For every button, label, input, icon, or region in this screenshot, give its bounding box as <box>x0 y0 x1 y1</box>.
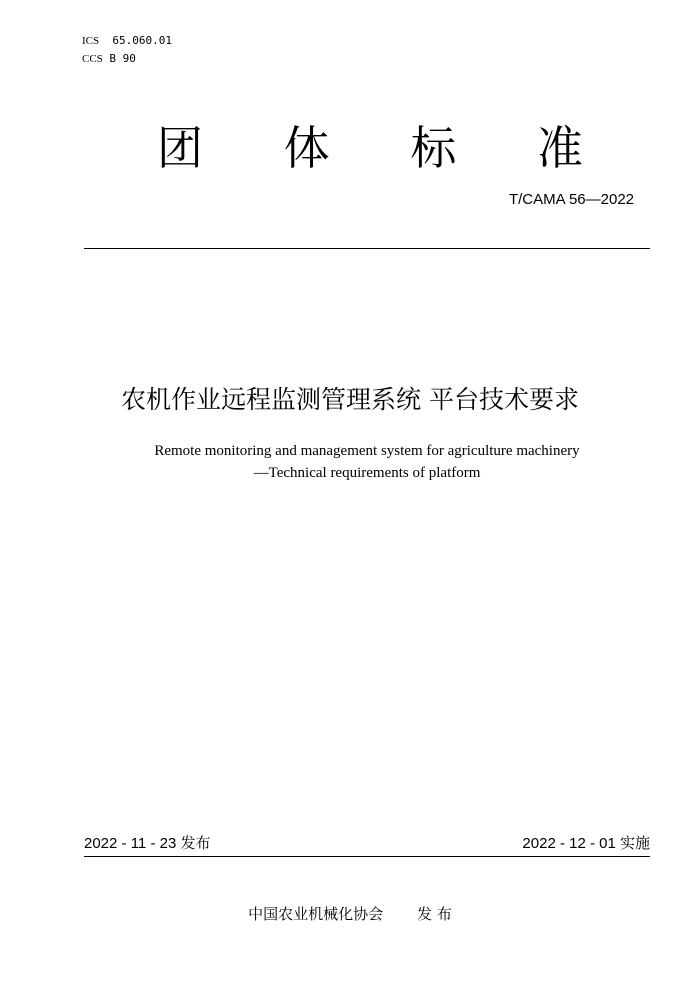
publish-date: 2022 - 11 - 23 发布 <box>84 835 211 852</box>
issuer-action: 发 布 <box>417 905 452 923</box>
top-divider <box>84 248 650 249</box>
heading-char: 团 <box>157 121 203 175</box>
heading-char: 体 <box>283 121 330 175</box>
ics-code: 65.060.01 <box>112 34 172 47</box>
ccs-code: B 90 <box>109 52 136 65</box>
heading-char: 标 <box>410 121 457 175</box>
ccs-label: CCS <box>82 53 103 65</box>
title-english-line2: —Technical requirements of platform <box>253 465 481 481</box>
ccs-classification <box>82 52 136 66</box>
ics-label: ICS <box>82 35 100 47</box>
issuer-organization: 中国农业机械化协会 <box>248 905 384 923</box>
title-chinese: 农机作业远程监测管理系统 平台技术要求 <box>121 385 579 414</box>
standard-number: T/CAMA 56—2022 <box>508 191 634 208</box>
bottom-divider <box>84 856 650 857</box>
heading-char: 准 <box>536 121 583 175</box>
implement-date: 2022 - 12 - 01 实施 <box>522 835 650 852</box>
title-english-line1: Remote monitoring and management system for agriculture machinery <box>154 443 580 459</box>
issuer-line <box>0 903 700 925</box>
ics-classification <box>82 34 172 48</box>
document-type-heading <box>150 118 590 178</box>
